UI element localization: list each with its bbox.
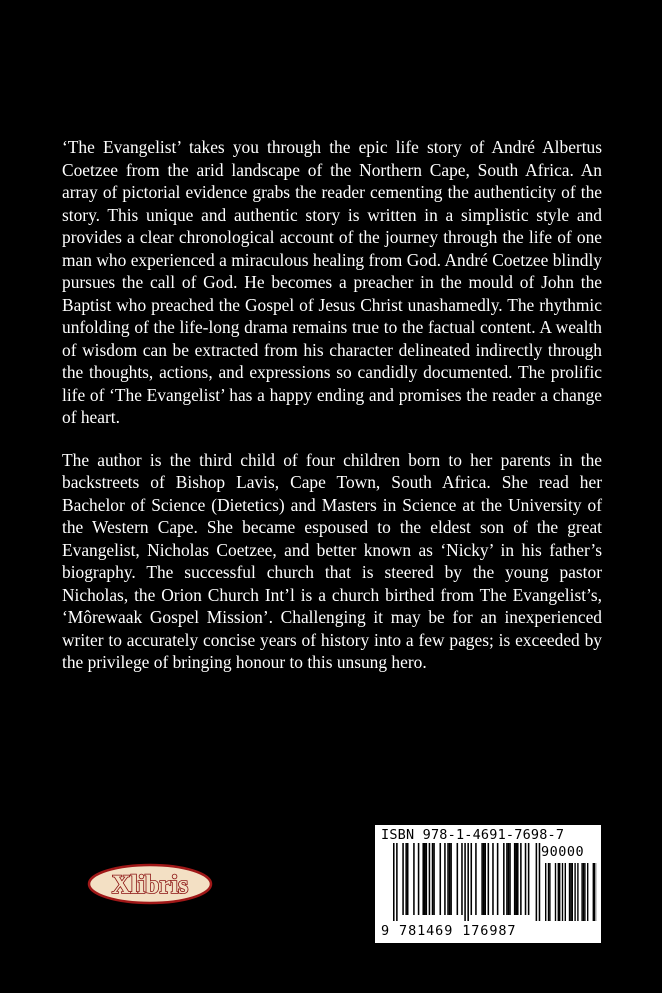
barcode-bar <box>450 843 452 915</box>
barcode-bar <box>426 843 428 915</box>
barcode-bar <box>509 843 511 915</box>
synopsis-paragraph: ‘The Evangelist’ takes you through the epic life story of André Albertus Coetzee from the arid landscape of the Northern Cape, South Africa. An array of pictorial evidence grabs the reader cementing the authenticity of the story. This unique and authentic story is written in a simplistic style and provides a clear chronological account of the journey through the life of one man who experienced a miraculous healing from God. André Coetzee blindly pursues the call of God. He becomes a preacher in the mould of John the Baptist who preached the Gospel of Jesus Christ unashamedly. The rhythmic unfolding of the life-long drama remains true to the factual content. A wealth of wisdom can be extracted from his character delineated indirectly through the thoughts, actions, and expressions so candidly documented. The prolific life of ‘The Evangelist’ has a happy ending and promises the reader a change of heart. <box>62 137 602 427</box>
barcode-bar <box>528 843 530 915</box>
barcode-bar <box>594 863 595 921</box>
barcode-bar <box>593 863 594 921</box>
barcode-bar <box>548 863 549 921</box>
barcode-bar <box>559 863 560 921</box>
barcode-bar <box>570 863 571 921</box>
barcode-bar <box>562 863 563 921</box>
barcode-bar <box>581 863 582 921</box>
xlibris-logo <box>86 858 214 908</box>
barcode-bar <box>514 843 516 915</box>
addon-bars <box>545 863 597 921</box>
barcode-bar <box>467 843 469 921</box>
barcode-bar <box>422 843 424 915</box>
barcode-bar <box>536 843 538 921</box>
barcode-bar <box>569 863 570 921</box>
barcode-bar <box>517 843 519 915</box>
barcode-bar <box>503 843 505 915</box>
isbn-barcode <box>375 825 601 943</box>
barcode-bar <box>402 843 404 915</box>
barcode-bar <box>520 843 522 915</box>
back-cover-blurb <box>62 136 602 694</box>
barcode-bar <box>549 863 550 921</box>
barcode-bar <box>572 863 573 921</box>
barcode-bar <box>449 843 451 915</box>
ean-bars <box>393 843 540 921</box>
addon-digits: 90000 <box>541 844 585 860</box>
barcode-bar <box>545 863 546 921</box>
barcode-bar <box>525 843 527 915</box>
barcode-bar <box>577 863 578 921</box>
barcode-bar <box>483 843 485 915</box>
barcode-bar <box>432 843 434 915</box>
barcode-bar <box>481 843 483 915</box>
barcode-bar <box>475 843 477 915</box>
barcode-bar <box>565 863 566 921</box>
barcode-bar <box>515 843 517 915</box>
barcode-bar <box>440 843 442 915</box>
author-bio-paragraph: The author is the third child of four children born to her parents in the backstreets of Bishop Lavis, Cape Town, South Africa. She read her Bachelor of Science (Dietetics) and Masters in Science at the University of the Western Cape. She became espoused to the eldest son of the great Evangelist, Nicholas Coetzee, and better known as ‘Nicky’ in his father’s biography. The successful church that is steered by the young pastor Nicholas, the Orion Church Int’l is a church birthed from The Evangelist’s, ‘Môrewaak Gospel Mission’. Challenging it may be for an inexperienced writer to accurately concise years of history into a few pages; is exceeded by the privilege of bringing honour to this unsung hero. <box>62 449 602 672</box>
barcode-bar <box>574 863 575 921</box>
barcode-bar <box>405 843 407 915</box>
barcode-bar <box>506 843 508 915</box>
barcode-bar <box>464 843 466 921</box>
barcode-bar <box>508 843 510 915</box>
barcode-bar <box>497 843 499 915</box>
barcode-bar <box>444 843 446 915</box>
barcode-bar <box>396 843 398 921</box>
logo-wordmark: Xlibris <box>111 870 189 899</box>
barcode-bar <box>461 843 463 915</box>
isbn-label: ISBN 978-1-4691-7698-7 <box>381 827 565 843</box>
barcode-bar <box>413 843 415 915</box>
barcode-bar <box>418 843 420 915</box>
barcode-bar <box>407 843 409 915</box>
barcode-bar <box>393 843 395 921</box>
barcode-bar <box>433 843 435 915</box>
barcode-bar <box>558 863 559 921</box>
barcode-bar <box>447 843 449 915</box>
barcode-bar <box>587 863 588 921</box>
barcode-bar <box>488 843 490 915</box>
barcode-bar <box>457 843 459 915</box>
barcode-bar <box>583 863 584 921</box>
barcode-bar <box>424 843 426 915</box>
barcode-bar <box>471 843 473 915</box>
barcode-bar <box>484 843 486 915</box>
barcode-bar <box>555 863 556 921</box>
ean-digits: 9 781469 176987 <box>381 923 517 939</box>
barcode-bar <box>492 843 494 915</box>
barcode-bar <box>429 843 431 915</box>
barcode-bar <box>584 863 585 921</box>
